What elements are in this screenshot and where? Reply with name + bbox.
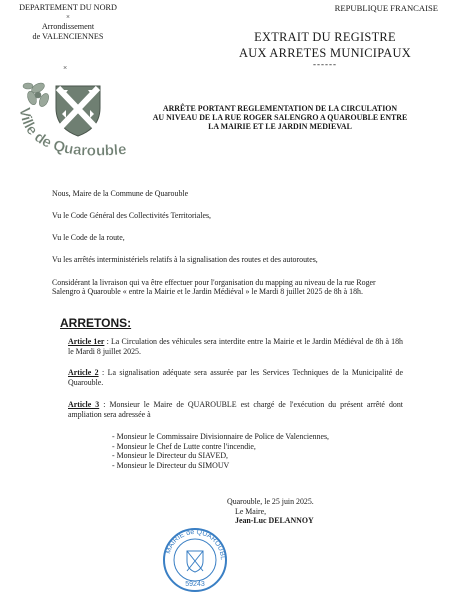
preamble-code-route [52,233,392,242]
preamble-arretes [52,255,392,264]
signatory-name: Jean-Luc DELANNOY [235,516,314,526]
republic-label: REPUBLIQUE FRANCAISE [334,3,438,13]
list-item: - Monsieur le Chef de Lutte contre l'incendie, [112,441,256,451]
subject-line: LA MAIRIE ET LE JARDIN MEDIEVAL [208,121,352,131]
list-item: - Monsieur le Directeur du SIAVED, [112,451,228,461]
flower-icon [23,81,51,108]
subject-line: AU NIVEAU DE LA RUE ROGER SALENGRO A QUAROUBLE ENTRE [152,112,408,122]
department-line: DEPARTEMENT DU NORD [19,3,117,12]
title-underline: ------ [313,59,337,69]
register-title [220,30,430,69]
list-item: - Monsieur le Commissaire Divisionnaire de Police de Valenciennes, [112,432,330,441]
stamp-emblem-icon [187,551,203,572]
title-line-2: AUX ARRETES MUNICIPAUX [238,45,412,60]
preamble-mayor [52,189,392,198]
preamble-cgct [52,211,392,220]
article-text: : La Circulation des véhicules sera interdite entre la Mairie et le Jardin Médiéval de 8h à 18h le Mardi 8 juillet 2025. [68,337,403,356]
separator-mark-2: × [63,63,68,72]
recipient-list [112,432,329,471]
shield-icon [56,86,100,136]
header-department [8,3,128,41]
article-label: Article 1er [68,337,105,346]
town-logo [8,78,136,170]
signature-block [227,497,314,526]
title-line-1: EXTRAIT DU REGISTRE [254,30,396,44]
preamble-text: Vu les arrêtés interministériels relatifs à la signalisation des routes et des autoroutes, [52,255,318,264]
preamble-text: Vu le Code de la route, [52,233,125,242]
coat-of-arms-icon [8,78,136,170]
svg-text:Ville de Quarouble: Ville de Quarouble [15,106,128,160]
decree-subject [130,105,430,132]
svg-text:59243: 59243 [185,581,205,588]
subject-line: ARRÊTE PORTANT REGLEMENTATION DE LA CIRCULATION [162,104,398,113]
article-label: Article 3 [68,400,100,409]
list-item: - Monsieur le Directeur du SIMOUV [112,460,230,470]
preamble-text: Nous, Maire de la Commune de Quarouble [52,189,189,198]
separator-mark: × [66,13,70,22]
place-date: Quarouble, le 25 juin 2025. [227,497,314,506]
arrondissement-line: Arrondissement [41,22,95,32]
article-1 [68,337,403,356]
valenciennes-line: de VALENCIENNES [32,31,104,41]
article-text: : La signalisation adéquate sera assurée par les Services Techniques de la Municipalité de Quarouble. [68,368,404,387]
stamp-icon [160,525,230,595]
mairie-stamp [160,525,230,595]
preamble-text: Vu le Code Général des Collectivités Territoriales, [52,211,212,220]
article-text: : Monsieur le Maire de QUAROUBLE est chargé de l'exécution du présent arrêté dont ampliation sera adressée à [68,400,403,419]
arretons-heading: ARRETONS: [60,316,132,330]
signatory-role: Le Maire, [235,506,267,516]
article-3 [68,400,403,419]
article-2 [68,368,403,387]
svg-text:MAIRIE de QUAROUBLE: MAIRIE de QUAROUBL [164,528,227,561]
article-label: Article 2 [68,368,99,377]
preamble-text: Considérant la livraison qui va être effectuer pour l'organisation du mapping au niveau de la rue Roger Salengro à Quarouble « entre la Mairie et le Jardin Médiéval » le Mardi 8 juillet 2025 de 8h à 18h. [52,278,376,297]
preamble-considerant [52,278,385,297]
